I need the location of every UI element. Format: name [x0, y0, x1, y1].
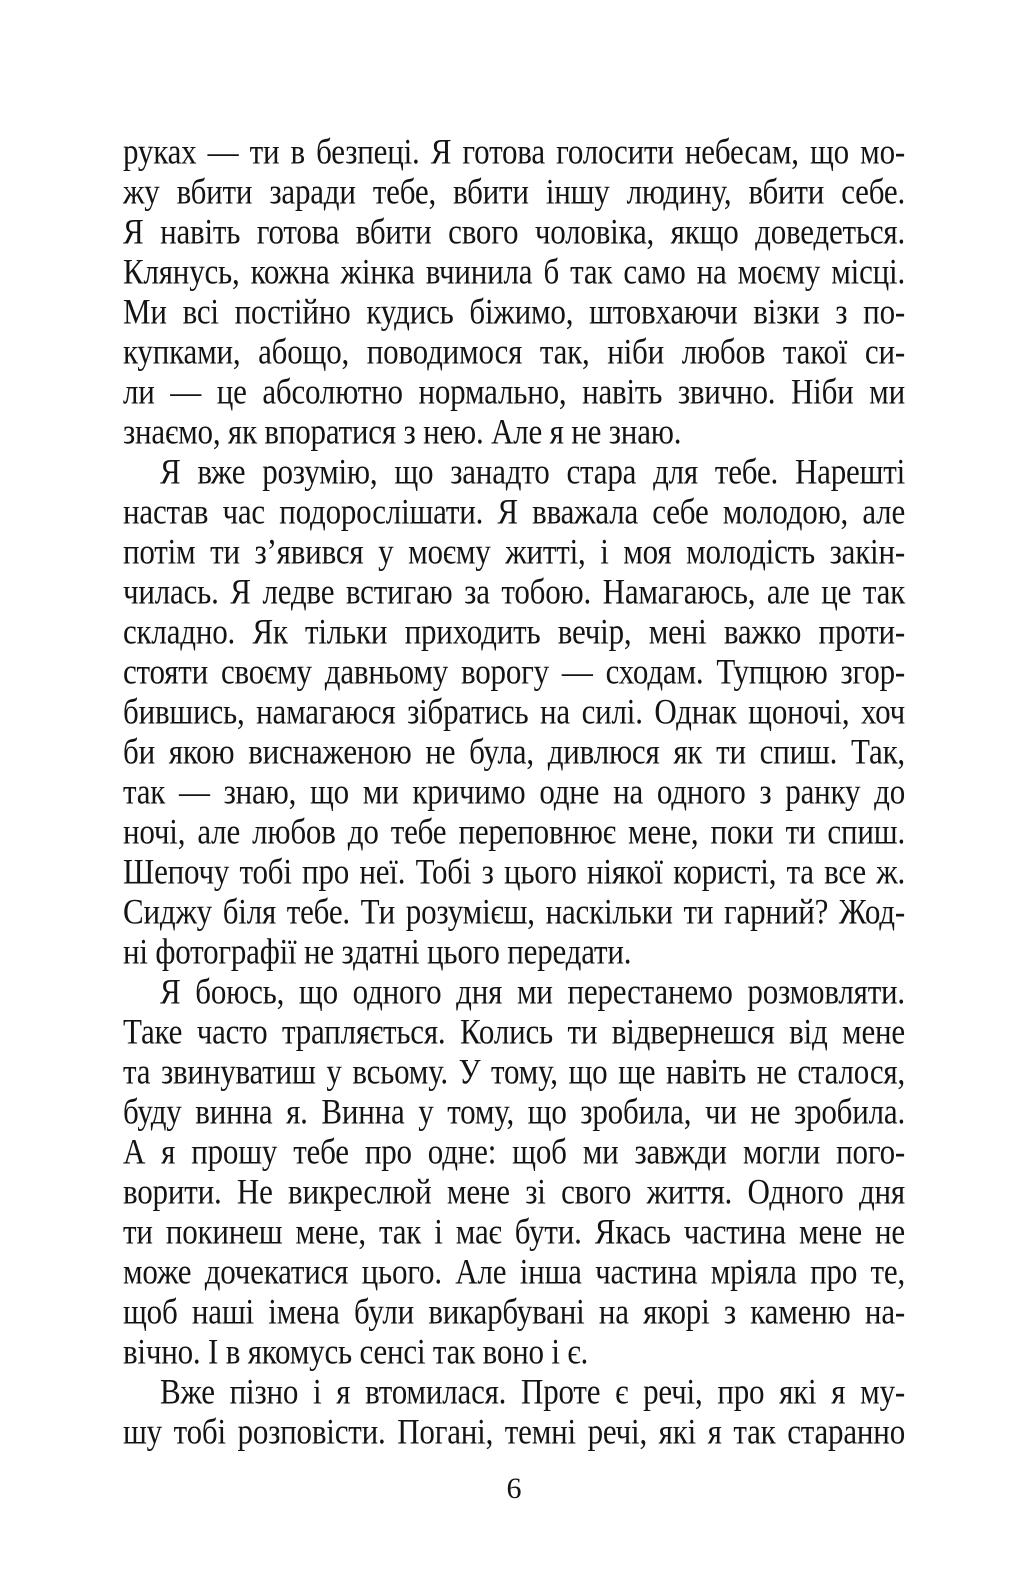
text-line: Сиджу біля тебе. Ти розумієш, наскільки ти гарний? Жод-	[123, 891, 905, 932]
text-line: Клянусь, кожна жінка вчинила б так само на моєму місці.	[123, 251, 905, 292]
text-line: складно. Як тільки приходить вечір, мені важко проти-	[123, 611, 905, 652]
text-line: може дочекатися цього. Але інша частина мріяла про те,	[123, 1251, 905, 1292]
text-line: потім ти з’явився у моєму житті, і моя молодість закін-	[123, 531, 905, 572]
text-line: ночі, але любов до тебе переповнює мене, поки ти спиш.	[123, 811, 905, 852]
text-line: купками, абощо, поводимося так, ніби любов такої си-	[123, 331, 905, 372]
text-line: та звинуватиш у всьому. У тому, що ще навіть не сталося,	[123, 1051, 905, 1092]
text-line: ли — це абсолютно нормально, навіть звично. Ніби ми	[123, 371, 905, 412]
text-line: ні фотографії не здатні цього передати.	[123, 931, 632, 972]
text-line: знаємо, як впоратися з нею. Але я не знаю.	[123, 411, 682, 452]
text-line: А я прошу тебе про одне: щоб ми завжди могли пого-	[123, 1131, 905, 1172]
text-line: буду винна я. Винна у тому, що зробила, чи не зробила.	[123, 1091, 905, 1132]
text-line: Я боюсь, що одного дня ми перестанемо розмовляти.	[160, 971, 905, 1012]
text-line: настав час подорослішати. Я вважала себе молодою, але	[123, 491, 905, 532]
text-line: так — знаю, що ми кричимо одне на одного з ранку до	[123, 771, 905, 812]
text-line: стояти своєму давньому ворогу — сходам. Тупцюю згор-	[123, 651, 905, 692]
text-line: Я навіть готова вбити свого чоловіка, якщо доведеться.	[123, 211, 905, 252]
text-line: Я вже розумію, що занадто стара для тебе. Нарешті	[160, 451, 905, 492]
text-line: чилась. Я ледве встигаю за тобою. Намагаюсь, але це так	[123, 571, 905, 612]
text-line: бившись, намагаюся зібратись на силі. Однак щоночі, хоч	[123, 691, 905, 732]
page-number: 6	[506, 1472, 522, 1505]
text-line: ворити. Не викреслюй мене зі свого життя. Одного дня	[123, 1171, 905, 1212]
text-line: шу тобі розповісти. Погані, темні речі, які я так старанно	[123, 1411, 905, 1452]
text-line: би якою виснаженою не була, дивлюся як ти спиш. Так,	[123, 731, 905, 772]
text-line: руках — ти в безпеці. Я готова голосити небесам, що мо-	[123, 131, 905, 172]
text-line: жу вбити заради тебе, вбити іншу людину, вбити себе.	[123, 171, 905, 212]
text-line: вічно. І в якомусь сенсі так воно і є.	[123, 1331, 588, 1372]
page-text-block	[123, 132, 905, 1452]
text-line: щоб наші імена були викарбувані на якорі з каменю на-	[123, 1291, 905, 1332]
text-line: ти покинеш мене, так і має бути. Якась частина мене не	[123, 1211, 905, 1252]
text-line: Ми всі постійно кудись біжимо, штовхаючи візки з по-	[123, 291, 905, 332]
text-line: Вже пізно і я втомилася. Проте є речі, про які я му-	[160, 1371, 905, 1412]
text-line: Шепочу тобі про неї. Тобі з цього ніякої користі, та все ж.	[123, 851, 905, 892]
text-line: Таке часто трапляється. Колись ти відвернешся від мене	[123, 1011, 905, 1052]
